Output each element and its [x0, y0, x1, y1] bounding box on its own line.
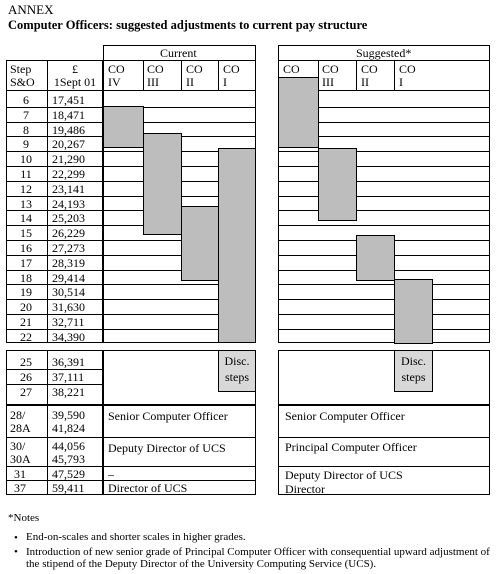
page-title: Computer Officers: suggested adjustments to current pay structure — [8, 18, 368, 32]
grade-header-co3-suggested: CO III — [322, 62, 339, 89]
pay-cell: 20,267 — [52, 137, 85, 152]
grade-header-co2-suggested: CO II — [361, 62, 378, 89]
senior-pay-3: 47,529 — [52, 467, 85, 481]
senior-step-4: 37 — [14, 481, 26, 495]
note-item-2: Introduction of new senior grade of Principal Computer Officer with consequential upward adjustment of the stipend of the Deputy Director of the University Computing Service (UCS). — [26, 546, 490, 570]
senior-current-4: Director of UCS — [108, 481, 188, 495]
step-cell: 14 — [20, 211, 32, 226]
current-co3-range — [143, 133, 182, 235]
pay-cell: 26,229 — [52, 226, 85, 241]
senior-pay-4: 59,411 — [52, 481, 85, 495]
suggested-co3-range — [318, 148, 357, 221]
annex-label: ANNEX — [8, 2, 54, 17]
step-cell: 7 — [23, 107, 29, 122]
pay-cell: 22,299 — [52, 167, 85, 181]
senior-step-3: 31 — [14, 467, 26, 481]
senior-pay-2: 44,056 45,793 — [52, 439, 85, 466]
pay-cell: 18,471 — [52, 107, 85, 122]
pay-cell: 28,319 — [52, 255, 85, 270]
pay-cell: 19,486 — [52, 122, 85, 137]
current-label: Current — [160, 46, 197, 60]
suggested-co4-range — [278, 77, 319, 148]
grade-header-co1-suggested: CO I — [399, 62, 416, 89]
pay-header: £ 1Sept 01 — [53, 62, 97, 89]
step-cell: 10 — [20, 152, 32, 167]
grade-header-co4-current: CO IV — [108, 62, 125, 89]
step-cell: 6 — [23, 93, 29, 107]
step-cell: 9 — [23, 137, 29, 152]
note-bullet-1: • — [14, 532, 18, 544]
pay-cell: 17,451 — [52, 93, 85, 107]
grade-header-co3-current: CO III — [147, 62, 164, 89]
senior-suggested-3: Deputy Director of UCS Director — [285, 468, 403, 496]
senior-step-2: 30/ 30A — [10, 439, 31, 466]
step-cell: 18 — [20, 270, 32, 285]
suggested-disc — [278, 350, 490, 405]
disc-steps-current: Disc. steps — [218, 350, 256, 392]
step-cell: 15 — [20, 226, 32, 241]
notes-heading: *Notes — [8, 512, 40, 524]
grade-header-co1-current: CO I — [223, 62, 240, 89]
senior-suggested-2: Principal Computer Officer — [285, 440, 417, 454]
pay-cell: 27,273 — [52, 241, 85, 255]
disc-pay-cell: 37,111 — [52, 370, 85, 384]
pay-cell: 21,290 — [52, 152, 85, 167]
step-cell: 13 — [20, 196, 32, 211]
senior-current-2: Deputy Director of UCS — [108, 441, 226, 455]
pay-cell: 24,193 — [52, 196, 85, 211]
senior-step-1: 28/ 28A — [10, 408, 31, 435]
pay-cell: 32,711 — [52, 315, 85, 329]
pay-cell: 23,141 — [52, 181, 85, 196]
grade-header-co2-current: CO II — [186, 62, 203, 89]
step-cell: 20 — [20, 300, 32, 315]
step-cell: 17 — [20, 255, 32, 270]
suggested-co2-range — [356, 235, 395, 281]
disc-step-cell: 27 — [20, 385, 32, 399]
disc-step-cell: 25 — [20, 355, 32, 369]
suggested-co1-range — [394, 279, 433, 344]
step-cell: 16 — [20, 241, 32, 255]
disc-step-cell: 26 — [20, 370, 32, 384]
pay-cell: 29,414 — [52, 270, 85, 285]
pay-cell: 30,514 — [52, 285, 85, 300]
senior-current-3: – — [108, 467, 114, 481]
current-co2-range — [181, 206, 219, 281]
pay-cell: 25,203 — [52, 211, 85, 226]
step-cell: 12 — [20, 181, 32, 196]
disc-pay-cell: 38,221 — [52, 385, 85, 399]
note-bullet-2: • — [14, 546, 18, 558]
step-cell: 11 — [20, 167, 32, 181]
disc-pay-cell: 36,391 — [52, 355, 85, 369]
current-co1-range — [218, 148, 256, 343]
current-co4-range — [103, 106, 144, 148]
step-cell: 22 — [20, 329, 32, 344]
note-item-1: End-on-scales and shorter scales in higher grades. — [26, 531, 246, 543]
grade-header-co4-suggested: CO — [283, 62, 300, 76]
step-cell: 19 — [20, 285, 32, 300]
suggested-label: Suggested* — [356, 46, 412, 60]
disc-steps-suggested: Disc. steps — [394, 350, 433, 392]
senior-current-1: Senior Computer Officer — [108, 409, 228, 423]
step-header: Step S&O — [10, 62, 35, 89]
step-cell: 21 — [20, 315, 32, 329]
pay-cell: 31,630 — [52, 300, 85, 315]
pay-cell: 34,390 — [52, 329, 85, 344]
step-cell: 8 — [23, 122, 29, 137]
senior-pay-1: 39,590 41,824 — [52, 408, 85, 435]
senior-suggested-1: Senior Computer Officer — [285, 409, 405, 423]
